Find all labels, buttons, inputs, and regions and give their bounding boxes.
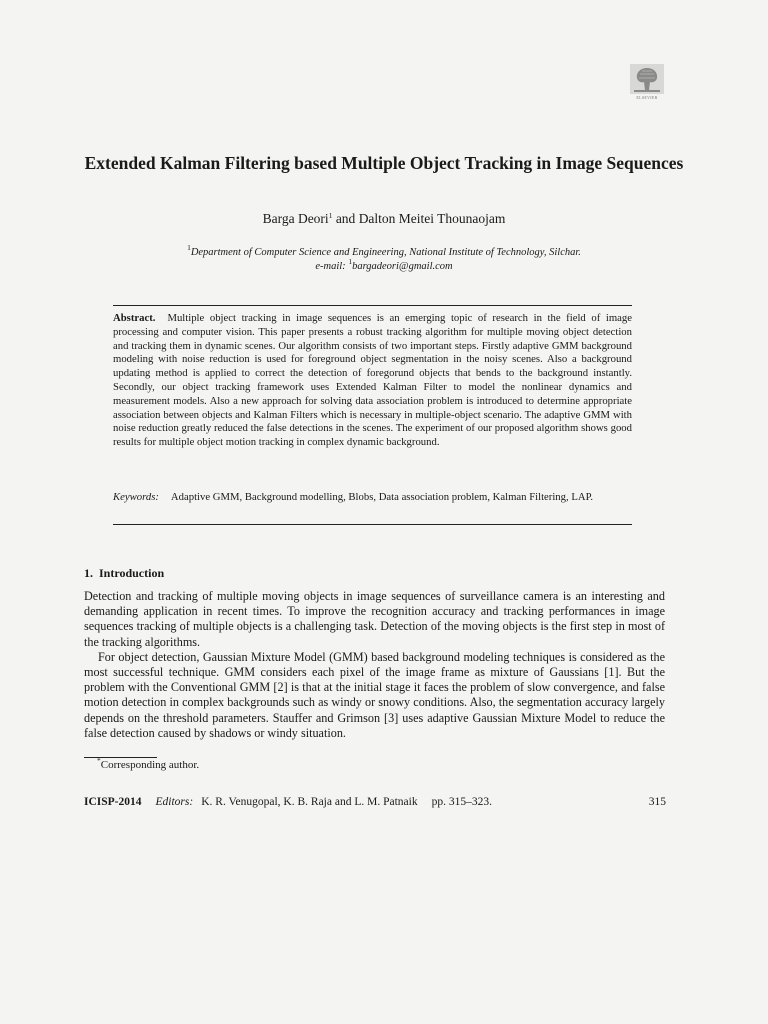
conference-name: ICISP-2014 bbox=[84, 796, 142, 808]
body-paragraph: Detection and tracking of multiple moving objects in image sequences of surveillance camera is an interesting and demanding application in recent times. To improve the recognition accuracy and tracking performances in image sequences tracking of multiple objects is a challenging task. Detection of the moving objects is the first step in most of the tracking algorithms. bbox=[84, 589, 665, 649]
page-number: 315 bbox=[648, 796, 666, 808]
paper-title: Extended Kalman Filtering based Multiple Object Tracking in Image Sequences bbox=[84, 153, 684, 173]
footnote-text: Corresponding author. bbox=[100, 759, 200, 771]
affiliation-marker: 1 bbox=[328, 211, 333, 220]
affiliation-marker: 1 bbox=[187, 243, 191, 252]
section-heading bbox=[84, 566, 164, 581]
footnote bbox=[97, 756, 200, 771]
email-address: bargadeori@gmail.com bbox=[352, 261, 453, 272]
author-joiner: and bbox=[332, 211, 359, 226]
section-title: Introduction bbox=[99, 566, 165, 580]
abstract bbox=[113, 312, 632, 450]
publisher-logo bbox=[630, 64, 664, 102]
publisher-wordmark: ELSEVIER bbox=[636, 95, 658, 100]
editors-label: Editors: bbox=[155, 796, 194, 808]
page-range: pp. 315–323. bbox=[431, 796, 492, 808]
page-footer bbox=[84, 796, 666, 808]
email-marker: 1 bbox=[348, 257, 353, 266]
footnote-rule bbox=[84, 757, 157, 758]
footnote-marker: * bbox=[97, 756, 101, 765]
keywords bbox=[113, 491, 632, 505]
abstract-label: Abstract. bbox=[113, 312, 156, 324]
author-name: Dalton Meitei Thounaojam bbox=[358, 211, 506, 226]
elsevier-tree-icon bbox=[630, 64, 664, 94]
editors-names: K. R. Venugopal, K. B. Raja and L. M. Patnaik bbox=[201, 796, 418, 808]
affiliation-text: Department of Computer Science and Engineering, National Institute of Technology, Silchar. bbox=[190, 247, 581, 258]
section-number: 1. bbox=[84, 566, 93, 580]
body-text bbox=[84, 589, 665, 741]
keywords-label: Keywords: bbox=[113, 491, 159, 503]
email-label: e-mail: bbox=[315, 261, 349, 272]
author-name: Barga Deori bbox=[262, 211, 329, 226]
affiliation bbox=[70, 243, 698, 274]
keywords-text: Adaptive GMM, Background modelling, Blobs, Data association problem, Kalman Filtering, LAP. bbox=[170, 491, 594, 503]
body-paragraph: For object detection, Gaussian Mixture Model (GMM) based background modeling techniques is considered as the most successful technique. GMM considers each pixel of the image frame as mixture of Gaussians [1]. But the problem with the Conventional GMM [2] is that at the initial stage it faces the problem of slow convergence, and false motion detection in complex backgrounds such as windy or snowy conditions. Also, the segmentation accuracy largely depends on the threshold parameters. Stauffer and Grimson [3] uses adaptive Gaussian Mixture Model to reduce the false detection caused by shadows or windy situation. bbox=[84, 649, 665, 740]
author-list bbox=[70, 211, 698, 227]
abstract-top-rule bbox=[113, 305, 632, 306]
abstract-bottom-rule bbox=[113, 524, 632, 525]
abstract-text: Multiple object tracking in image sequences is an emerging topic of research in the field of image processing and computer vision. This paper presents a robust tracking algorithm for multiple moving object detection and tracking them in dynamic scenes. Our algorithm consists of two important steps. Firstly adaptive GMM background modeling with noise reduction is used for foreground object segmentation in the noisy scenes. Also a background updating method is applied to correct the detection of foregorund objects that bends to the background instantly. Secondly, our object tracking framework uses Extended Kalman Filter to model the nonlinear dynamics and measurement models. Also a new approach for solving data association problem is introduced to determine appropriate association between objects and Kalman Filters which is necessary in multiple-object scenario. The adaptive GMM with noise reduction greatly reduced the false detections in the scenes. The experiment of our proposed algorithm shows good results for multiple object motion tracking in complex dynamic background. bbox=[113, 312, 632, 449]
